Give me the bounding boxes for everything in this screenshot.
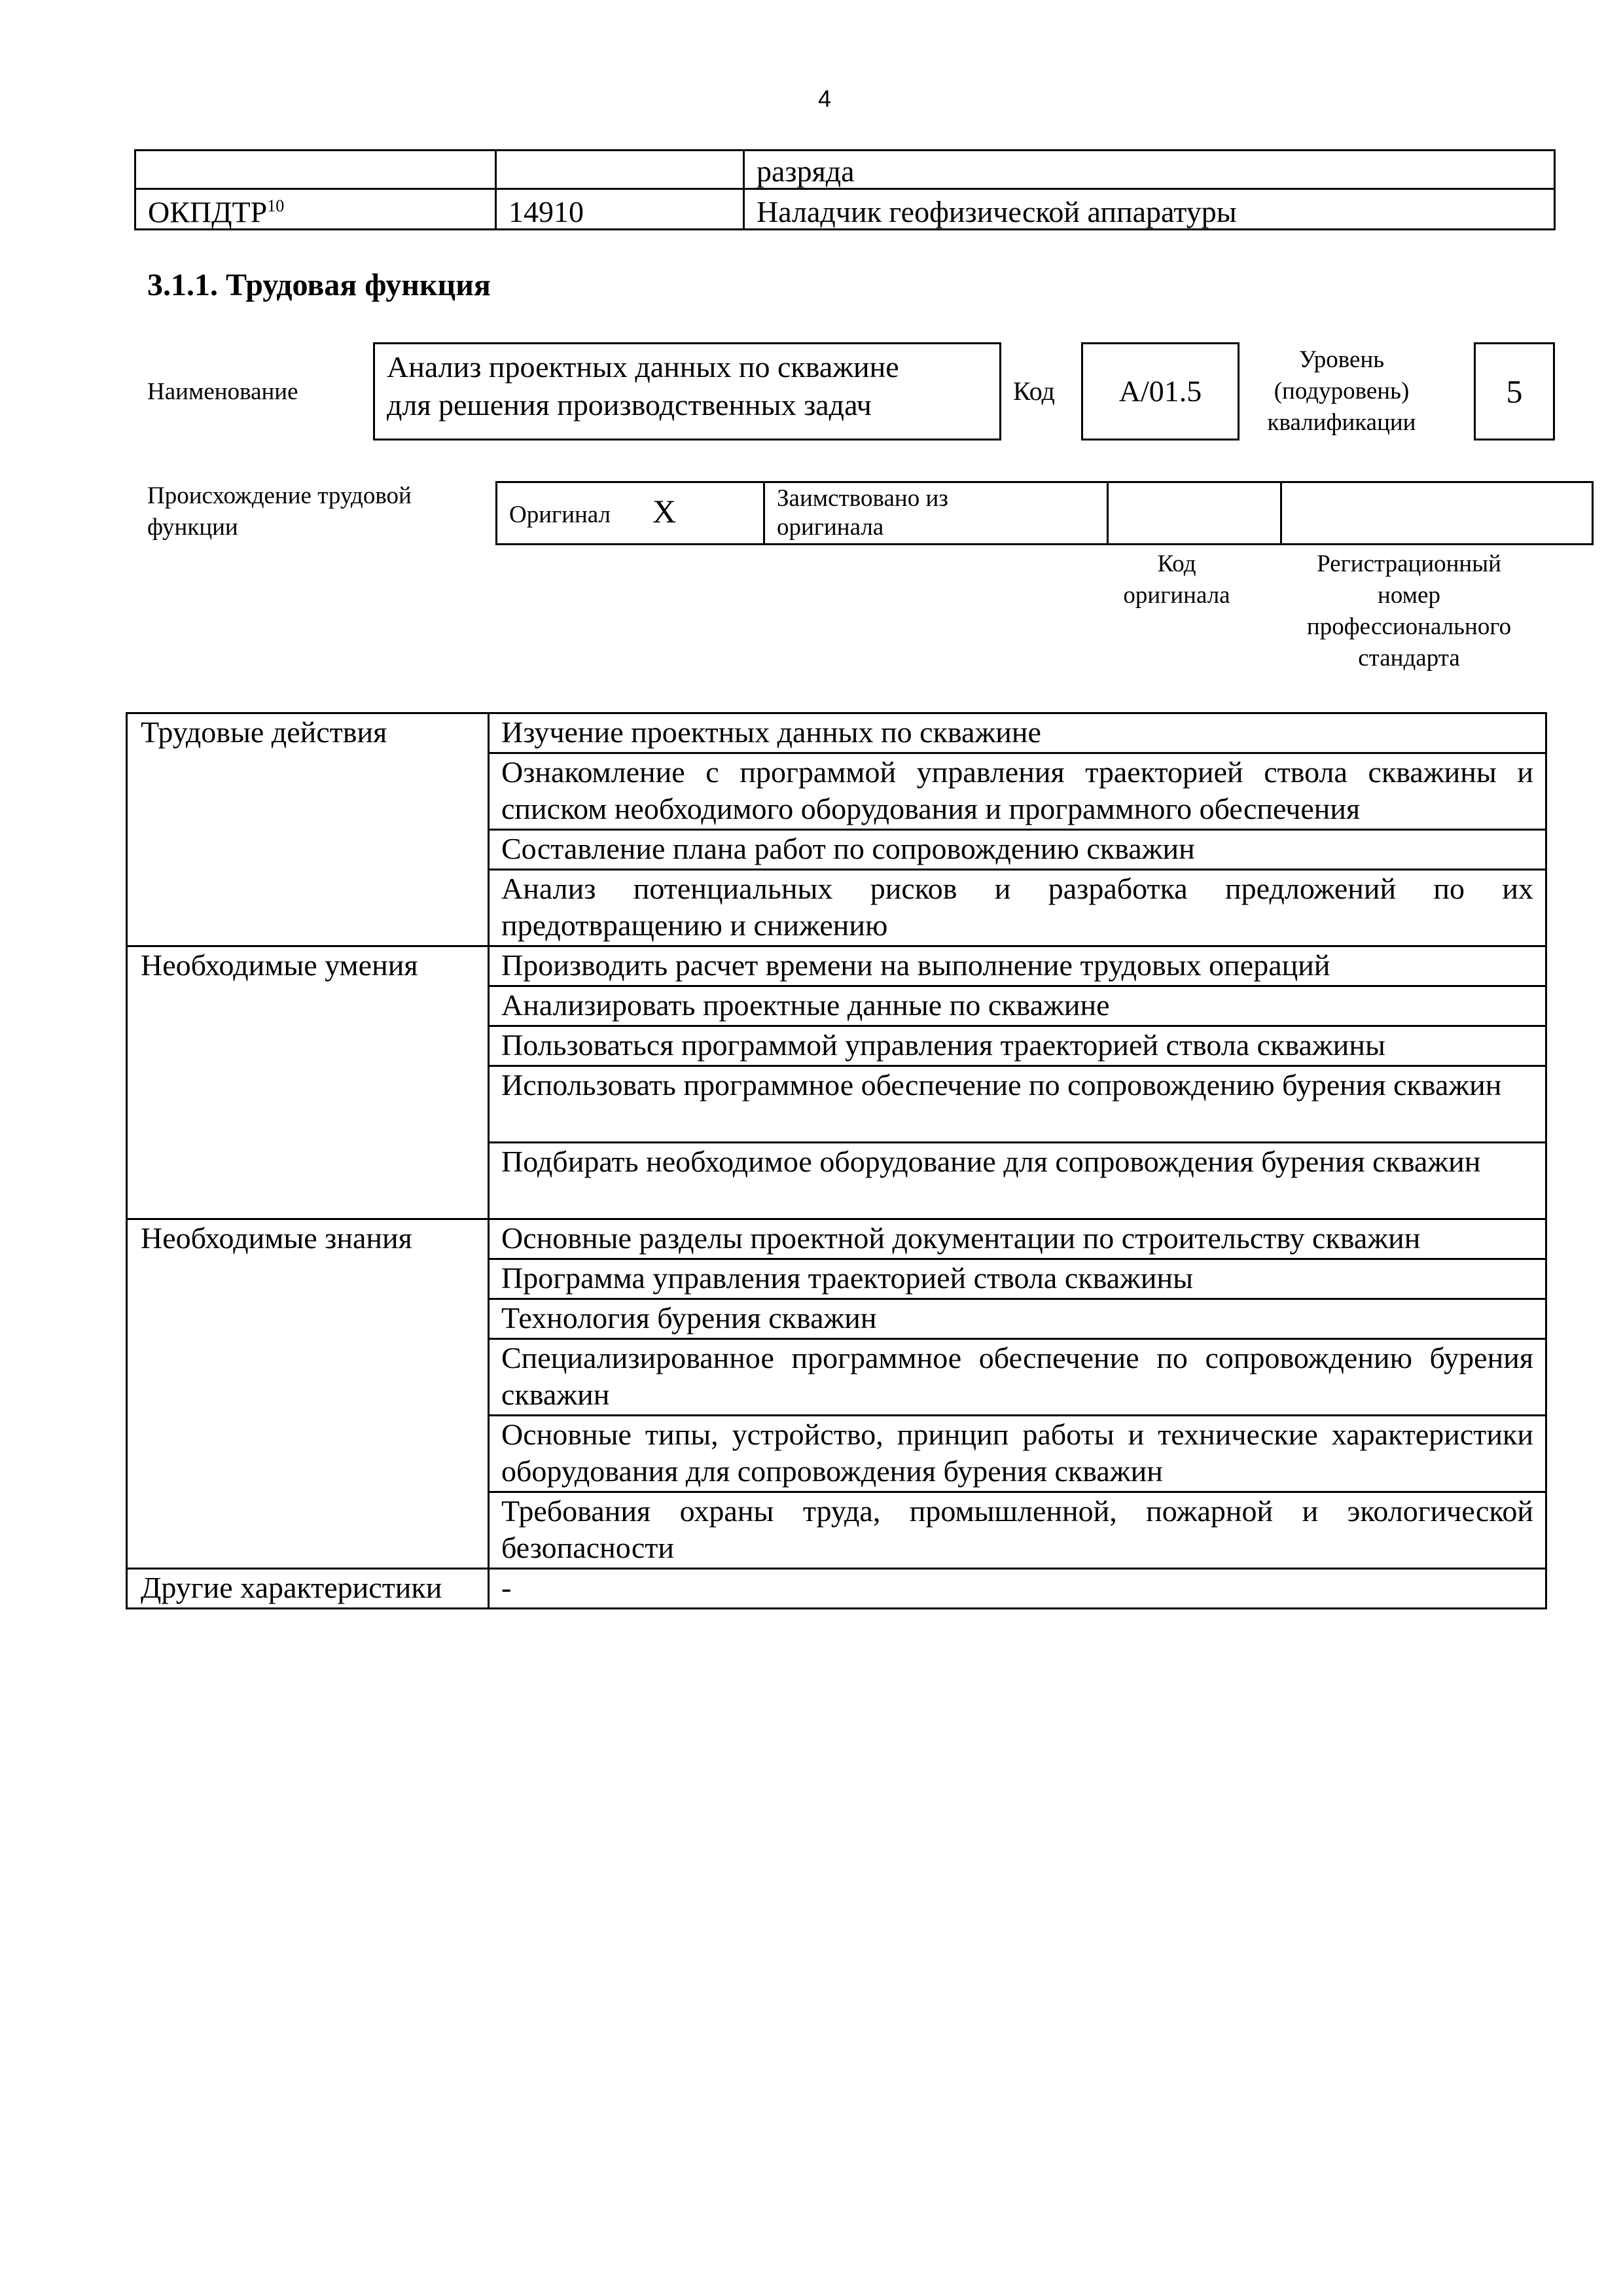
knowledge-item: Основные типы, устройство, принцип работы и технические характеристики оборудования для сопровождения бурения скважин: [489, 1416, 1546, 1492]
knowledge-item: Требования охраны труда, промышленной, пожарной и экологической безопасности: [489, 1492, 1546, 1569]
skill-item: Пользоваться программой управления траекторией ствола скважины: [489, 1026, 1546, 1066]
skill-item: Анализировать проектные данные по скважине: [489, 986, 1546, 1026]
label-line: (подуровень): [1274, 378, 1410, 404]
original-label: Оригинал: [509, 501, 611, 528]
page-number: 4: [817, 85, 832, 112]
label-line: Код: [1157, 550, 1196, 577]
table-row: [135, 189, 1555, 230]
table-row: [127, 1569, 1546, 1609]
table-row: [127, 1219, 1546, 1259]
name-cell: разряда: [744, 151, 1555, 189]
other-value: -: [489, 1569, 1546, 1609]
skill-item: Подбирать необходимое оборудование для сопровождения бурения скважин: [489, 1143, 1546, 1219]
original-cell: [497, 482, 764, 545]
code-type-cell: [135, 151, 496, 189]
code-value: A/01.5: [1081, 342, 1240, 440]
label-line: функции: [147, 514, 238, 541]
code-cell: [496, 151, 744, 189]
table-row: [127, 713, 1546, 753]
skills-header: Необходимые умения: [127, 946, 489, 1219]
labor-action-item: Составление плана работ по сопровождению скважин: [489, 830, 1546, 870]
footnote-ref: 10: [267, 196, 285, 215]
knowledge-item: Технология бурения скважин: [489, 1299, 1546, 1339]
knowledge-item: Основные разделы проектной документации по строительству скважин: [489, 1219, 1546, 1259]
labor-action-item: Анализ потенциальных рисков и разработка предложений по их предотвращению и снижению: [489, 870, 1546, 946]
skill-item: Использовать программное обеспечение по сопровождению бурения скважин: [489, 1066, 1546, 1143]
table-row: [135, 151, 1555, 189]
label-line: Регистрационный: [1317, 550, 1501, 577]
label-line: профессионального: [1306, 613, 1512, 640]
label-line: номер: [1378, 582, 1440, 609]
table-row: [127, 946, 1546, 986]
function-name-line: для решения производственных задач: [387, 388, 872, 422]
labor-action-item: Изучение проектных данных по скважине: [489, 713, 1546, 753]
name-cell: Наладчик геофизической аппаратуры: [744, 189, 1555, 230]
other-header: Другие характеристики: [127, 1569, 489, 1609]
code-type-text: ОКПДТР: [148, 195, 268, 229]
labor-action-item: Ознакомление с программой управления траекторией ствола скважины и списком необходимого оборудования и программного обеспечения: [489, 753, 1546, 830]
origin-label: [147, 480, 474, 543]
knowledge-item: Специализированное программное обеспечение по сопровождению бурения скважин: [489, 1339, 1546, 1416]
skill-item: Производить расчет времени на выполнение трудовых операций: [489, 946, 1546, 986]
function-name-line: Анализ проектных данных по скважине: [387, 350, 899, 384]
label-line: Уровень: [1298, 346, 1385, 373]
registration-number-caption: [1263, 548, 1555, 674]
label-line: стандарта: [1358, 645, 1460, 672]
label-line: оригинала: [1123, 582, 1230, 609]
original-mark: X: [652, 493, 677, 529]
labor-actions-header: Трудовые действия: [127, 713, 489, 946]
registration-number-cell: [1281, 482, 1593, 545]
table-row: [497, 482, 1593, 545]
name-label: Наименование: [147, 378, 298, 405]
code-type-cell: [135, 189, 496, 230]
section-title: 3.1.1. Трудовая функция: [147, 268, 491, 302]
label-line: Происхождение трудовой: [147, 482, 412, 509]
label-line: квалификации: [1267, 409, 1416, 436]
label-line: Заимствовано из: [777, 485, 948, 512]
origin-table: [495, 481, 1594, 545]
okpdtr-table: [134, 149, 1556, 230]
label-line: оригинала: [777, 514, 884, 541]
original-code-cell: [1108, 482, 1281, 545]
original-code-caption: [1092, 548, 1262, 611]
knowledge-item: Программа управления траекторией ствола скважины: [489, 1259, 1546, 1299]
code-label: Код: [1013, 376, 1055, 406]
knowledge-header: Необходимые знания: [127, 1219, 489, 1569]
code-cell: 14910: [496, 189, 744, 230]
borrowed-cell: [764, 482, 1108, 545]
labor-function-table: [126, 712, 1547, 1609]
function-name-box: [373, 342, 1001, 440]
qualification-level-label: [1243, 344, 1440, 439]
qualification-level-value: 5: [1474, 342, 1555, 440]
